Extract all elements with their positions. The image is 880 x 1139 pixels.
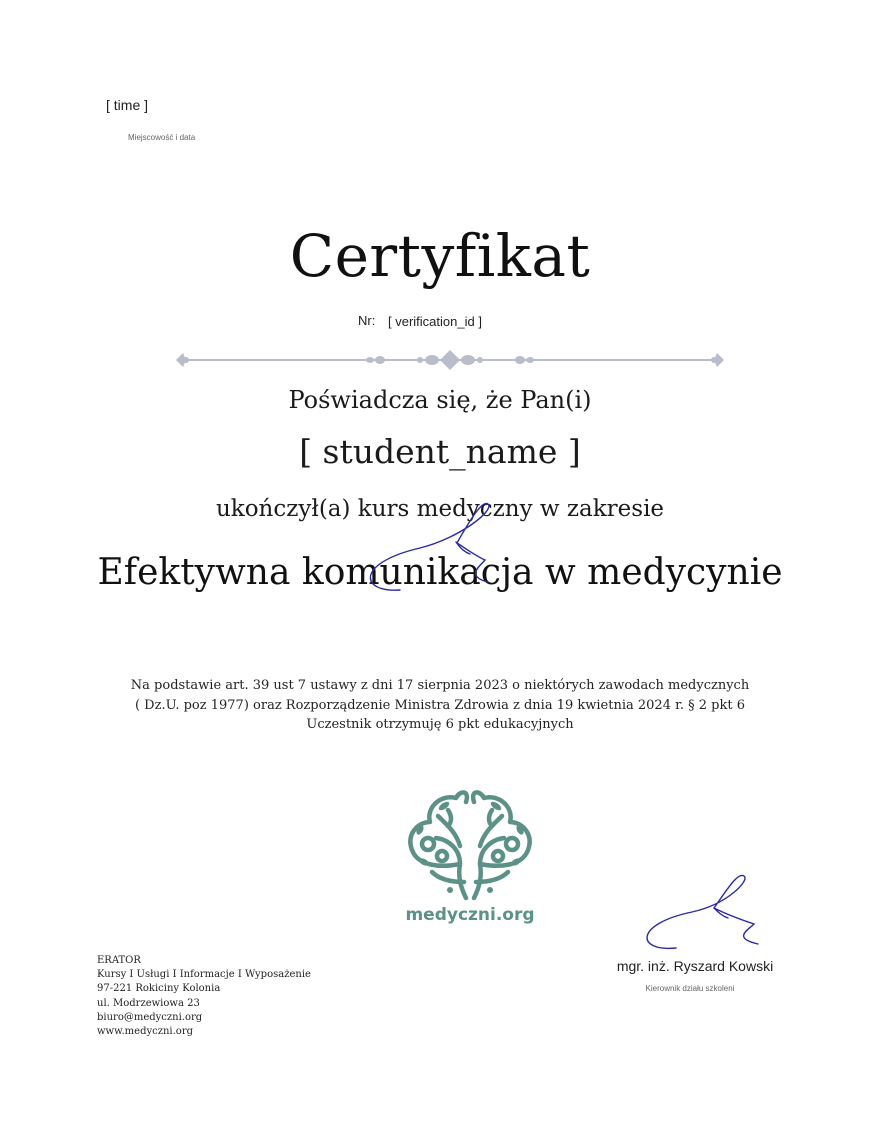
- company-details: [97, 954, 311, 1039]
- company-line: Kursy I Usługi I Informacje I Wyposażenie: [97, 969, 311, 981]
- date-field: [ time ]: [106, 97, 149, 113]
- completed-text: ukończył(a) kurs medyczny w zakresie: [215, 496, 665, 522]
- course-name: Efektywna komunikacja w medycynie: [97, 552, 783, 593]
- signature-overlay-mark: [360, 498, 510, 608]
- legal-line: Na podstawie art. 39 ust 7 ustawy z dni 17 sierpnia 2023 o niektórych zawodach medycznych: [130, 678, 750, 693]
- company-line: ERATOR: [97, 955, 141, 966]
- certificate-number-label: Nr:: [358, 313, 376, 328]
- company-email: biuro@medyczni.org: [97, 1011, 203, 1023]
- signatory-name: mgr. inż. Ryszard Kowski: [616, 958, 774, 974]
- certificate-title: Certyfikat: [289, 222, 591, 290]
- signatory-role: Kierownik działu szkoleni: [645, 984, 735, 993]
- legal-line: ( Dz.U. poz 1977) oraz Rozporządzenie Ministra Zdrowia z dnia 19 kwietnia 2024 r. § 2 pkt 6: [134, 697, 746, 713]
- student-name: [ student_name ]: [299, 432, 581, 471]
- certificate-number-value: [ verification_id ]: [388, 314, 482, 329]
- logo-wordmark: medyczni.org: [405, 905, 535, 925]
- company-line: ul. Modrzewiowa 23: [97, 997, 200, 1009]
- legal-line: Uczestnik otrzymuję 6 pkt edukacyjnych: [306, 717, 574, 732]
- handwritten-signature: [636, 872, 776, 956]
- company-line: 97-221 Rokiciny Kolonia: [97, 983, 221, 995]
- company-website: www.medyczni.org: [97, 1026, 194, 1038]
- legal-basis: [0, 676, 880, 735]
- brain-tree-icon: [400, 786, 540, 904]
- attest-text: Poświadcza się, że Pan(i): [288, 386, 592, 414]
- place-date-caption: Miejscowość i data: [128, 133, 196, 142]
- ornamental-divider: [170, 348, 730, 372]
